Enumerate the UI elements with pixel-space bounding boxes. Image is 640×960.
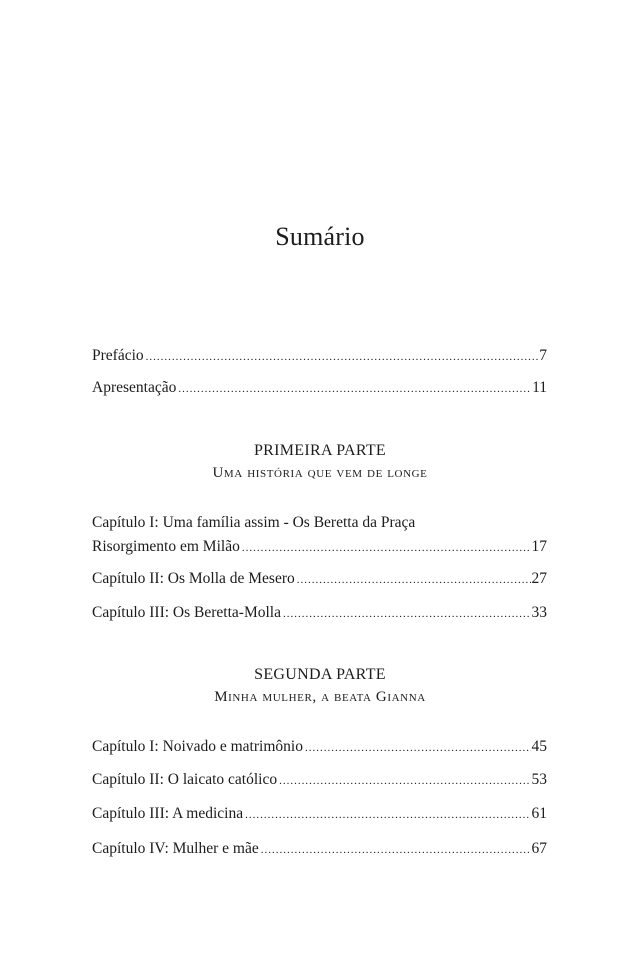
toc-page-number: 27 <box>531 570 547 587</box>
toc-page-number: 17 <box>531 538 547 555</box>
toc-entry-part2-chapter1 <box>92 735 547 760</box>
toc-page-number: 61 <box>531 805 547 822</box>
part-subtitle: Minha mulher, a beata Gianna <box>214 689 426 705</box>
toc-entry-label: Capítulo III: Os Beretta-Molla <box>92 604 281 621</box>
toc-entry-presentation <box>92 376 547 401</box>
toc-entry-label: Apresentação <box>92 379 177 396</box>
toc-entry-label: Prefácio <box>92 347 144 364</box>
toc-entry-part1-chapter3 <box>92 601 547 626</box>
part-subtitle: Uma história que vem de longe <box>212 465 428 481</box>
dot-leader <box>305 736 531 760</box>
dot-leader <box>297 568 531 592</box>
part-heading-two <box>0 664 640 708</box>
toc-entry-part1-chapter1 <box>92 511 547 560</box>
toc-page-number: 67 <box>531 840 547 857</box>
toc-entry-part2-chapter3 <box>92 802 547 827</box>
dot-leader <box>178 377 531 401</box>
part-heading-one <box>0 440 640 484</box>
toc-entry-label: Risorgimento em Milão <box>92 538 240 555</box>
toc-entry-label: Capítulo I: Noivado e matrimônio <box>92 738 303 755</box>
toc-entry-part2-chapter2 <box>92 768 547 793</box>
toc-page-number: 53 <box>531 771 547 788</box>
dot-leader <box>242 536 531 560</box>
toc-page-number: 7 <box>539 347 547 364</box>
toc-entry-label: Capítulo II: Os Molla de Mesero <box>92 570 295 587</box>
toc-entry-label: Capítulo II: O laicato católico <box>92 771 278 788</box>
toc-entry-label: Capítulo IV: Mulher e mãe <box>92 840 259 857</box>
toc-entry-label: Capítulo III: A medicina <box>92 805 244 822</box>
dot-leader <box>279 769 530 793</box>
toc-page-number: 45 <box>531 738 547 755</box>
toc-page-number: 11 <box>532 379 547 396</box>
toc-page-number: 33 <box>531 604 547 621</box>
dot-leader <box>146 345 539 369</box>
dot-leader <box>261 838 531 862</box>
dot-leader <box>245 803 530 827</box>
page-title: Sumário <box>275 222 365 251</box>
dot-leader <box>283 602 531 626</box>
toc-entry-preface <box>92 344 547 369</box>
part-title: PRIMEIRA PARTE <box>253 442 386 459</box>
part-title: SEGUNDA PARTE <box>254 666 386 683</box>
toc-entry-part2-chapter4 <box>92 837 547 862</box>
toc-entry-part1-chapter2 <box>92 567 547 592</box>
toc-entry-label-line1: Capítulo I: Uma família assim - Os Beretta da Praça <box>92 514 416 531</box>
